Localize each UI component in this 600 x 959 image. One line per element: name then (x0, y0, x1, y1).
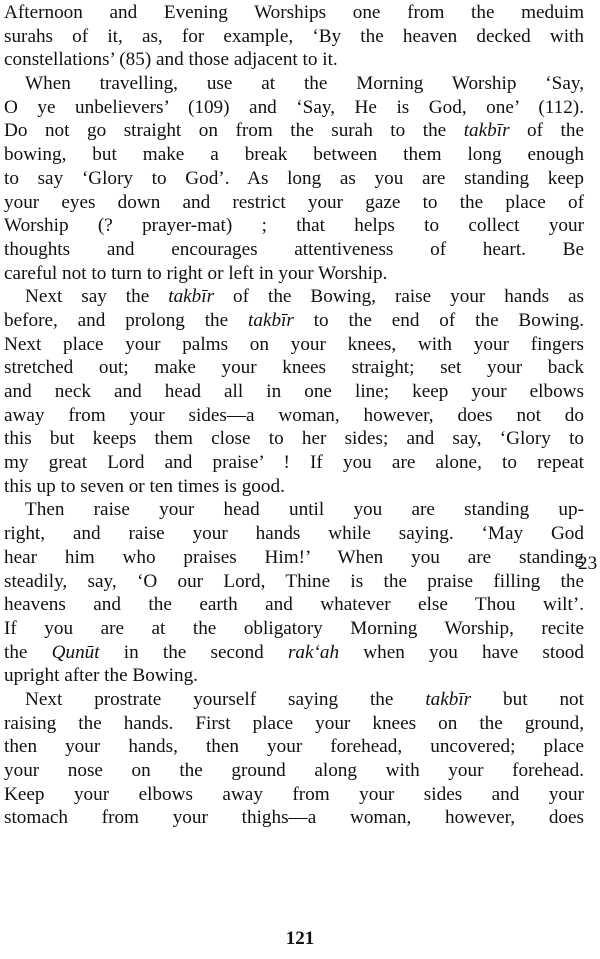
text-segment: but not (471, 688, 584, 710)
text-segment: thoughts and encourages attentiveness of heart. Be (4, 238, 584, 260)
text-line (4, 451, 584, 475)
text-line (4, 427, 584, 451)
text-segment: your nose on the ground along with your forehead. (4, 760, 584, 781)
text-segment: raising the hands. First place your knees on the ground, (4, 712, 584, 734)
text-line (4, 759, 584, 783)
text-line (4, 143, 584, 167)
text-line (4, 806, 584, 830)
text-segment: constellations’ (85) and those adjacent to it. (4, 49, 338, 71)
text-line (4, 570, 584, 594)
text-line (4, 498, 584, 522)
text-line (4, 238, 584, 262)
italic-term: takbīr (463, 120, 510, 142)
text-segment: Afternoon and Evening Worships one from the meduim (4, 2, 584, 23)
text-segment: upright after the Bowing. (4, 665, 198, 687)
text-segment: surahs of it, as, for example, ‘By the heaven decked with (4, 25, 584, 47)
text-segment: and neck and head all in one line; keep your elbows (4, 381, 584, 402)
text-line (4, 546, 584, 570)
text-line (4, 72, 584, 96)
text-segment: to say ‘Glory to God’. As long as you are standing keep (4, 167, 584, 189)
text-line (4, 214, 584, 238)
italic-term: takbīr (248, 309, 294, 331)
text-segment: your eyes down and restrict your gaze to the place of (4, 191, 584, 213)
text-segment: Then raise your head until you are standing up- (25, 499, 584, 521)
text-segment: before, and prolong the (4, 309, 249, 331)
text-segment: Worship (? prayer-mat) ; that helps to collect your (4, 215, 584, 237)
margin-section-number: 23 (578, 553, 598, 574)
text-segment: careful not to turn to right or left in your Worship. (4, 262, 388, 284)
text-segment: Keep your elbows away from your sides and your (4, 783, 584, 805)
italic-term: takbīr (168, 286, 215, 308)
text-segment: to the end of the Bowing. (293, 309, 584, 331)
text-line (4, 617, 584, 641)
text-segment: when you have stood (339, 641, 584, 663)
text-line (4, 1, 584, 25)
text-segment: of the (509, 120, 584, 142)
text-segment: this up to seven or ten times is good. (4, 475, 285, 497)
text-segment: stomach from your thighs—a woman, however, does (4, 807, 584, 829)
text-segment: Next say the (25, 286, 169, 308)
text-segment: steadily, say, ‘O our Lord, Thine is the praise filling the (4, 570, 584, 592)
italic-term: Qunūt (51, 641, 100, 663)
text-line (4, 475, 584, 499)
italic-term: rak‘ah (287, 641, 340, 663)
italic-term: takbīr (425, 688, 472, 710)
body-text (4, 1, 584, 830)
text-segment: right, and raise your hands while saying. ‘May God (4, 523, 584, 545)
text-line (4, 593, 584, 617)
text-line (4, 522, 584, 546)
text-line (4, 688, 584, 712)
text-segment: hear him who praises Him!’ When you are standing (4, 546, 584, 568)
text-line (4, 167, 584, 191)
text-line (4, 356, 584, 380)
text-segment: When travelling, use at the Morning Worship ‘Say, (25, 73, 584, 95)
text-segment: away from your sides—a woman, however, does not do (4, 404, 584, 426)
text-line (4, 191, 584, 215)
text-segment: the (4, 641, 52, 663)
text-segment: then your hands, then your forehead, uncovered; place (4, 736, 584, 758)
text-line (4, 262, 584, 286)
text-segment: Do not go straight on from the surah to the (4, 120, 464, 142)
text-segment: If you are at the obligatory Morning Worship, recite (4, 617, 584, 639)
text-line (4, 404, 584, 428)
text-segment: in the second (99, 641, 288, 663)
text-segment: my great Lord and praise’ ! If you are alone, to repeat (4, 452, 584, 474)
text-line (4, 664, 584, 688)
text-line (4, 641, 584, 665)
page-number: 121 (285, 928, 315, 949)
text-line (4, 48, 584, 72)
text-line (4, 309, 584, 333)
text-line (4, 380, 584, 404)
text-segment: stretched out; make your knees straight; set your back (4, 357, 584, 379)
text-line (4, 25, 584, 49)
text-segment: of the Bowing, raise your hands as (214, 286, 584, 308)
text-segment: O ye unbelievers’ (109) and ‘Say, He is God, one’ (112). (4, 96, 584, 118)
text-line (4, 735, 584, 759)
text-segment: heavens and the earth and whatever else Thou wilt’. (4, 594, 584, 616)
text-line (4, 285, 584, 309)
text-line (4, 333, 584, 357)
text-line (4, 119, 584, 143)
text-line (4, 96, 584, 120)
text-line (4, 783, 584, 807)
text-line (4, 712, 584, 736)
text-segment: this but keeps them close to her sides; and say, ‘Glory to (4, 428, 584, 450)
text-segment: bowing, but make a break between them long enough (4, 144, 584, 166)
text-segment: Next prostrate yourself saying the (25, 688, 426, 710)
text-segment: Next place your palms on your knees, with your fingers (4, 333, 584, 355)
